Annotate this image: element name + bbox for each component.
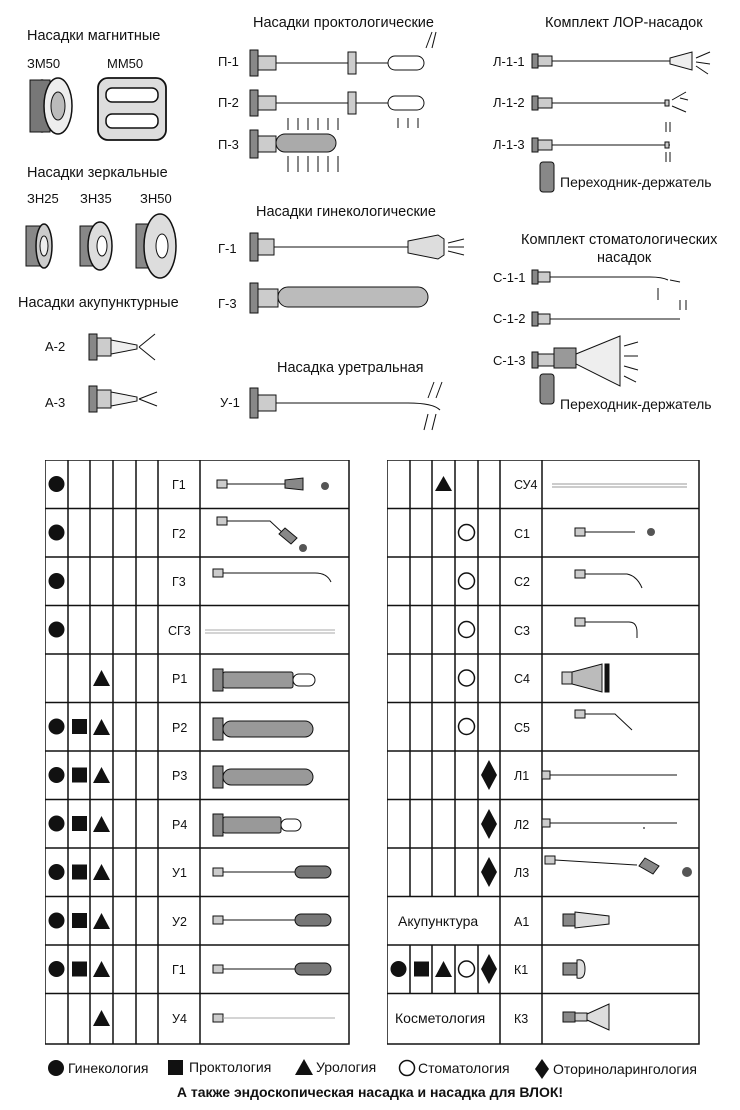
left-code-12: У4 [172,1012,187,1026]
code-a2: А-2 [45,339,66,354]
right-code-12: К3 [514,1012,529,1026]
left-code-8: Р4 [172,818,188,832]
right-code-1: СУ4 [514,478,538,492]
left-code-2: Г2 [172,527,186,541]
right-code-3: С2 [514,575,530,589]
code-p1: П-1 [218,54,239,69]
legend-gyn [47,1059,149,1077]
legend-procto-label: Проктология [189,1059,272,1075]
code-zn25: ЗН25 [27,191,59,206]
left-code-1: Г1 [172,478,186,492]
legend-uro-label: Урология [316,1059,377,1075]
legend-uro [295,1059,376,1075]
code-mm50: ММ50 [107,56,144,71]
stom-title-line2: насадок [597,250,652,266]
left-table [45,460,350,1045]
right-code-4: С3 [514,624,530,638]
procto-nozzles-image [248,30,448,190]
legend-oto-label: Оториноларингология [553,1061,697,1077]
mirror-title: Насадки зеркальные [27,165,168,181]
code-g3: Г-3 [218,296,237,311]
right-code-5: С4 [514,672,530,686]
code-zn50: ЗН50 [140,191,172,206]
lor-title: Комплект ЛОР-насадок [545,15,703,31]
left-code-7: Р3 [172,769,188,783]
left-code-11: Г1 [172,963,186,977]
code-l12: Л-1-2 [493,95,525,110]
uro-nozzle-image [248,380,458,435]
left-code-3: Г3 [172,575,186,589]
code-g1: Г-1 [218,241,237,256]
uro-title: Насадка уретральная [277,360,424,376]
right-code-11: К1 [514,963,529,977]
code-zm50: ЗМ50 [27,56,61,71]
legend-oto [535,1059,697,1079]
right-code-8: Л2 [514,818,530,832]
legend-stom-label: Стоматология [418,1060,510,1076]
code-u1: У-1 [220,395,240,410]
code-p3: П-3 [218,137,239,152]
right-code-2: С1 [514,527,530,541]
code-l13: Л-1-3 [493,137,525,152]
left-code-4: СГ3 [168,624,191,638]
stom-title-line1: Комплект стоматологических [521,232,718,248]
acupuncture-label: Акупунктура [398,913,479,929]
legend-procto [168,1059,271,1075]
legend-gyn-label: Гинекология [68,1060,149,1076]
right-table [387,460,701,1045]
right-code-9: Л3 [514,866,530,880]
code-l11: Л-1-1 [493,54,525,69]
left-code-10: У2 [172,915,187,929]
code-s13: С-1-3 [493,353,526,368]
code-zn35: ЗН35 [80,191,112,206]
mirror-nozzles-image [20,210,180,280]
procto-title: Насадки проктологические [253,15,434,31]
lor-adapter-label: Переходник-держатель [560,174,712,190]
magnetic-nozzles-image [20,76,180,148]
gyn-nozzles-image [248,225,478,335]
right-code-10: А1 [514,915,530,929]
right-code-6: С5 [514,721,530,735]
magnetic-title: Насадки магнитные [27,28,161,44]
legend-stom [398,1059,510,1077]
stom-adapter-label: Переходник-держатель [560,396,712,412]
code-s11: С-1-1 [493,270,526,285]
footer-note: А также эндоскопическая насадка и насадка для ВЛОК! [176,1084,564,1100]
left-code-5: Р1 [172,672,188,686]
stom-nozzles-image [530,262,730,412]
code-s12: С-1-2 [493,311,526,326]
code-a3: А-3 [45,395,66,410]
acu-title: Насадки акупунктурные [18,295,179,311]
left-code-9: У1 [172,866,187,880]
gyn-title: Насадки гинекологические [256,204,436,220]
cosmetology-label: Косметология [395,1010,486,1026]
acu-nozzles-image [85,320,185,420]
code-p2: П-2 [218,95,239,110]
left-code-6: Р2 [172,721,188,735]
right-code-7: Л1 [514,769,530,783]
